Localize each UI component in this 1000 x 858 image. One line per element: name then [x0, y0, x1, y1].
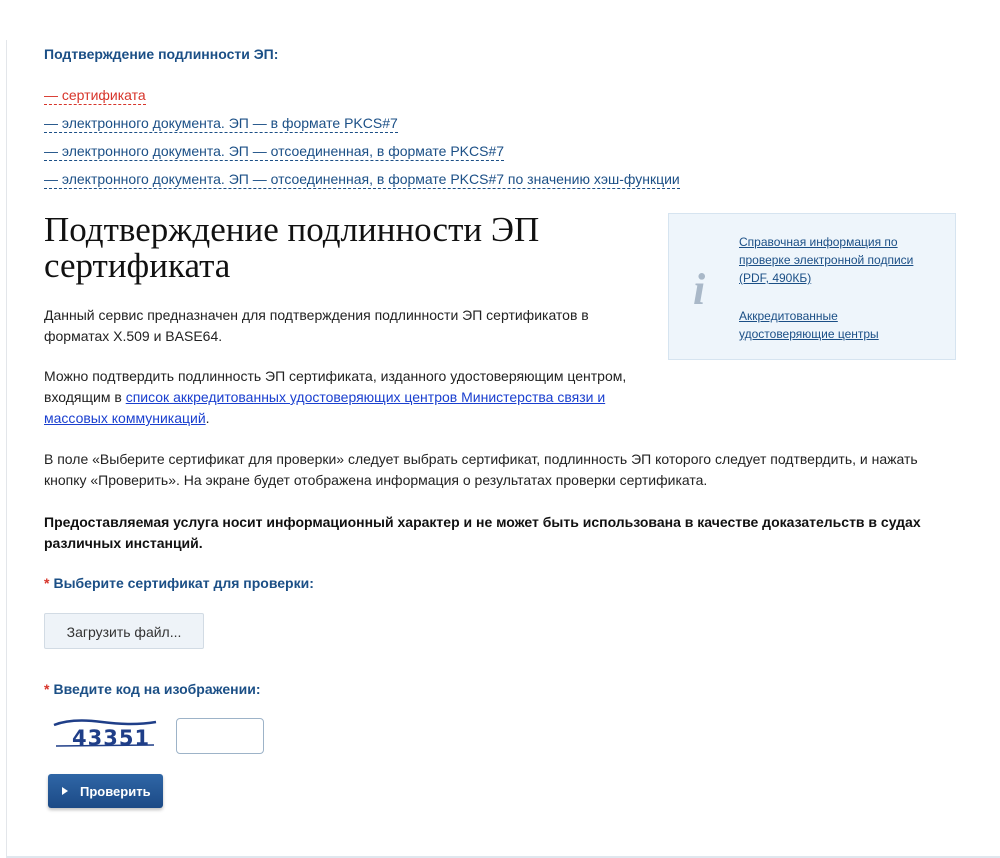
- page-title: Подтверждение подлинности ЭП сертификата: [44, 210, 540, 285]
- captcha-code: 43351: [72, 726, 151, 750]
- captcha-image: [52, 716, 160, 750]
- check-button[interactable]: [48, 774, 163, 808]
- description-paragraph: Данный сервис предназначен для подтверждения подлинности ЭП сертификатов в форматах X.509 и BASE64.: [44, 307, 589, 344]
- nav-link-certificate[interactable]: — сертификата: [44, 87, 146, 103]
- nav-link-document-hash[interactable]: — электронного документа. ЭП — отсоединенная, в формате PKCS#7 по значению хэш-функции: [44, 171, 680, 187]
- nav-list: [44, 86, 680, 198]
- nav-title: Подтверждение подлинности ЭП:: [44, 46, 279, 62]
- captcha-input[interactable]: [176, 718, 264, 754]
- info-box: [668, 213, 956, 360]
- check-button-label: Проверить: [80, 783, 151, 799]
- upload-file-button[interactable]: Загрузить файл...: [44, 613, 204, 649]
- certificate-field-label: [44, 575, 314, 591]
- play-icon: [62, 787, 68, 795]
- certificate-label-text: Выберите сертификат для проверки:: [53, 575, 314, 591]
- disclaimer-text: Предоставляемая услуга носит информационный характер и не может быть использована в качестве доказательств в судах различных инстанций.: [44, 514, 921, 551]
- accredited-centers-link[interactable]: список аккредитованных удостоверяющих центров Министерства связи и массовых коммуникаций: [44, 389, 606, 426]
- accreditation-period: .: [205, 410, 210, 426]
- nav-link-document-pkcs7[interactable]: — электронного документа. ЭП — в формате PKCS#7: [44, 115, 398, 131]
- instructions-paragraph: В поле «Выберите сертификат для проверки» следует выбрать сертификат, подлинность ЭП которого следует подтвердить, и нажать кнопку «Проверить». На экране будет отображена информация о результатах проверки сертификата.: [44, 451, 918, 488]
- help-pdf-link[interactable]: Справочная информация по проверке электронной подписи (PDF, 490КБ): [739, 235, 914, 285]
- accredited-centers-info-link[interactable]: Аккредитованные удостоверяющие центры: [739, 309, 879, 341]
- required-mark: *: [44, 575, 50, 591]
- captcha-label-text: Введите код на изображении:: [53, 681, 261, 697]
- accreditation-paragraph: [44, 366, 644, 429]
- accreditation-text: Можно подтвердить подлинность ЭП сертификата, изданного удостоверяющим центром, входящим в: [44, 368, 627, 405]
- info-icon: i: [693, 265, 706, 314]
- captcha-field-label: [44, 681, 261, 697]
- nav-link-document-detached[interactable]: — электронного документа. ЭП — отсоединенная, в формате PKCS#7: [44, 143, 505, 159]
- required-mark: *: [44, 681, 50, 697]
